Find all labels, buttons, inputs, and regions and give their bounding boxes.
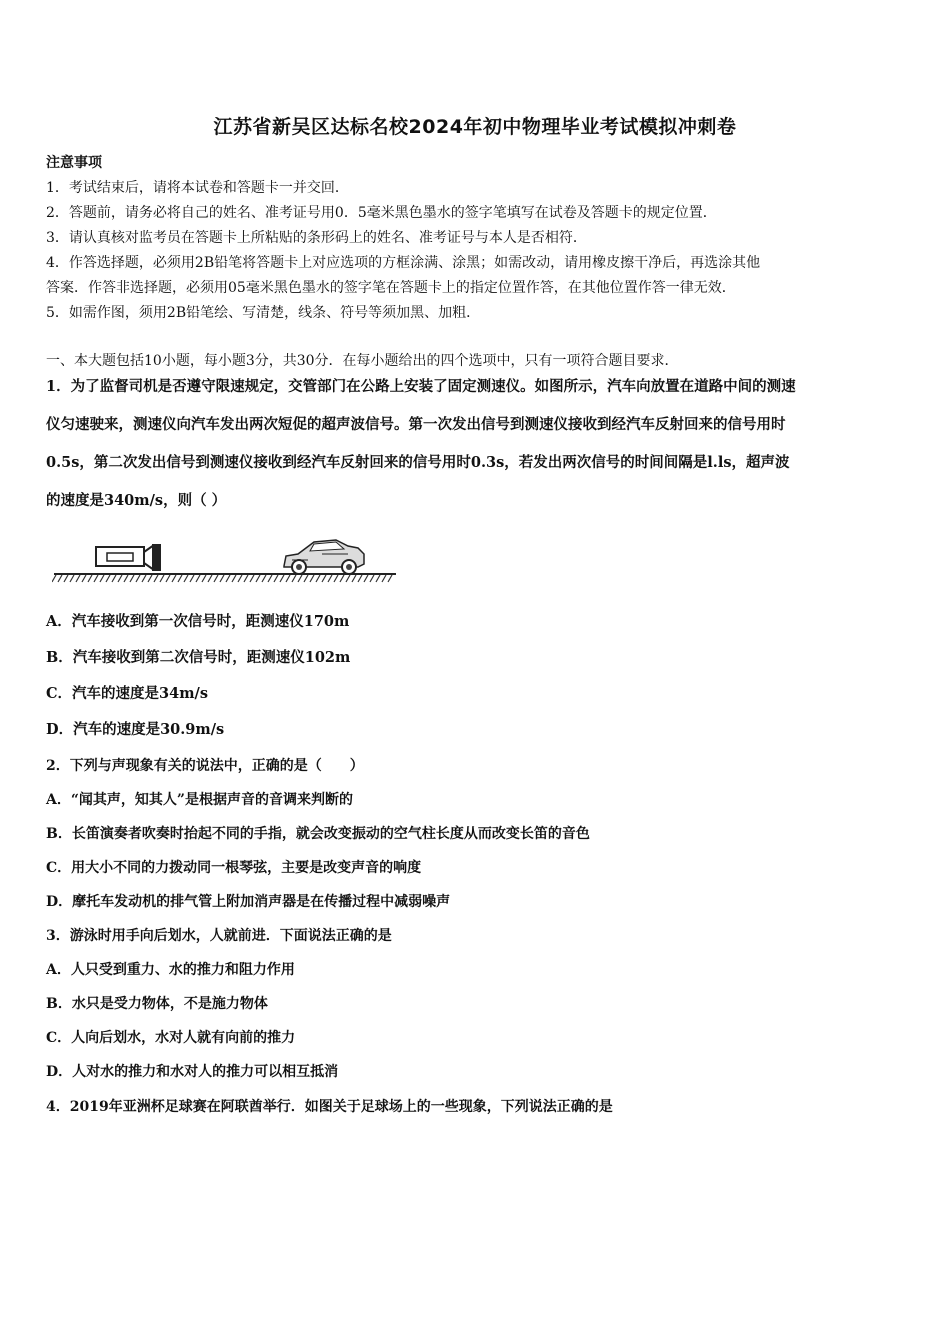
- notice-item: 3．请认真核对监考员在答题卡上所粘贴的条形码上的姓名、准考证号与本人是否相符．: [46, 230, 587, 246]
- q2-option-c: C．用大小不同的力拨动同一根琴弦，主要是改变声音的响度: [46, 860, 422, 876]
- notice-item: 5．如需作图，须用2B铅笔绘、写清楚，线条、符号等须加黑、加粗．: [46, 305, 481, 321]
- road-hatch-mark: [154, 575, 158, 582]
- road-hatch-mark: [322, 575, 326, 582]
- road-hatch-mark: [370, 575, 374, 582]
- road-hatch-mark: [178, 575, 182, 582]
- q2-option-d: D．摩托车发动机的排气管上附加消声器是在传播过程中减弱噪声: [46, 894, 451, 910]
- road-hatch-mark: [304, 575, 308, 582]
- road-hatch-mark: [106, 575, 110, 582]
- section-heading: 一、本大题包括10小题，每小题3分，共30分．在每小题给出的四个选项中，只有一项符合题目要求．: [46, 353, 679, 369]
- q2-option-b: B．长笛演奏者吹奏时抬起不同的手指，就会改变振动的空气柱长度从而改变长笛的音色: [46, 826, 590, 842]
- road-hatch-mark: [112, 575, 116, 582]
- q2-option-a: A．“闻其声，知其人”是根据声音的音调来判断的: [46, 792, 353, 808]
- road-hatch-mark: [70, 575, 74, 582]
- q3-option-d: D．人对水的推力和水对人的推力可以相互抵消: [46, 1064, 339, 1080]
- road-hatch-mark: [172, 575, 176, 582]
- road-hatch-mark: [292, 575, 296, 582]
- road-hatch-mark: [250, 575, 254, 582]
- notice-item: 2．答题前，请务必将自己的姓名、准考证号用0．5毫米黑色墨水的签字笔填写在试卷及答题卡的规定位置．: [46, 205, 717, 221]
- road-hatch-mark: [196, 575, 200, 582]
- road-hatch-mark: [190, 575, 194, 582]
- road-hatch-mark: [280, 575, 284, 582]
- road-hatch-mark: [244, 575, 248, 582]
- road-hatch-mark: [298, 575, 302, 582]
- q3-option-c: C．人向后划水，水对人就有向前的推力: [46, 1030, 296, 1046]
- road-surface: [52, 574, 396, 582]
- road-hatch-mark: [148, 575, 152, 582]
- road-hatch-mark: [76, 575, 80, 582]
- road-hatch-mark: [52, 575, 56, 582]
- q1-stem-line: 0.5s，第二次发出信号到测速仪接收到经汽车反射回来的信号用时0.3s，若发出两次信号的时间间隔是l.ls，超声波: [46, 454, 790, 471]
- notice-heading: 注意事项: [46, 155, 102, 171]
- road-hatch-mark: [340, 575, 344, 582]
- road-hatch-mark: [142, 575, 146, 582]
- road-hatch-mark: [166, 575, 170, 582]
- road-hatch-mark: [382, 575, 386, 582]
- q3-option-a: A．人只受到重力、水的推力和阻力作用: [46, 962, 295, 978]
- q1-option-c: C．汽车的速度是34m/s: [46, 685, 209, 702]
- road-hatch-mark: [310, 575, 314, 582]
- road-hatch-mark: [238, 575, 242, 582]
- q1-option-a: A．汽车接收到第一次信号时，距测速仪170m: [46, 613, 350, 630]
- road-hatch-mark: [232, 575, 236, 582]
- road-hatch-mark: [136, 575, 140, 582]
- road-hatch-mark: [358, 575, 362, 582]
- speed-detector-figure: [52, 530, 398, 584]
- road-hatch-mark: [274, 575, 278, 582]
- q1-stem-line: 仪匀速驶来，测速仪向汽车发出两次短促的超声波信号。第一次发出信号到测速仪接收到经汽车反射回来的信号用时: [46, 416, 786, 433]
- road-hatch-mark: [94, 575, 98, 582]
- q3-stem: 3．游泳时用手向后划水，人就前进．下面说法正确的是: [46, 928, 392, 944]
- road-hatch-mark: [376, 575, 380, 582]
- road-hatch-mark: [130, 575, 134, 582]
- road-hatch-mark: [286, 575, 290, 582]
- road-hatch-mark: [256, 575, 260, 582]
- road-hatch-mark: [226, 575, 230, 582]
- road-hatch-mark: [364, 575, 368, 582]
- road-hatch-mark: [88, 575, 92, 582]
- q1-option-b: B．汽车接收到第二次信号时，距测速仪102m: [46, 649, 351, 666]
- road-hatch-mark: [346, 575, 350, 582]
- road-hatch-mark: [208, 575, 212, 582]
- road-hatch-mark: [160, 575, 164, 582]
- q2-stem: 2．下列与声现象有关的说法中，正确的是（ ）: [46, 758, 364, 774]
- road-hatch-mark: [262, 575, 266, 582]
- road-hatch-mark: [268, 575, 272, 582]
- road-hatch-mark: [334, 575, 338, 582]
- q4-stem: 4．2019年亚洲杯足球赛在阿联酋举行．如图关于足球场上的一些现象，下列说法正确的是: [46, 1099, 613, 1115]
- notice-item: 4．作答选择题，必须用2B铅笔将答题卡上对应选项的方框涂满、涂黑；如需改动，请用橡皮擦干净后，再选涂其他: [46, 255, 761, 271]
- q1-stem-line: 1．为了监督司机是否遵守限速规定，交管部门在公路上安装了固定测速仪。如图所示，汽车向放置在道路中间的测速: [46, 378, 796, 395]
- road-hatch-mark: [100, 575, 104, 582]
- road-hatch-mark: [64, 575, 68, 582]
- q3-option-b: B．水只是受力物体，不是施力物体: [46, 996, 268, 1012]
- road-hatch-mark: [202, 575, 206, 582]
- q1-stem-line: 的速度是340m/s，则（ ）: [46, 492, 227, 509]
- road-hatch-mark: [214, 575, 218, 582]
- q1-option-d: D．汽车的速度是30.9m/s: [46, 721, 225, 738]
- speed-detector-icon: [96, 544, 160, 571]
- road-hatch-mark: [316, 575, 320, 582]
- road-hatch-mark: [388, 575, 392, 582]
- road-hatch-mark: [352, 575, 356, 582]
- notice-item: 1．考试结束后，请将本试卷和答题卡一并交回．: [46, 180, 349, 196]
- road-hatch-mark: [82, 575, 86, 582]
- page-title: 江苏省新吴区达标名校2024年初中物理毕业考试模拟冲刺卷: [213, 116, 737, 138]
- road-hatch-mark: [124, 575, 128, 582]
- car-icon: [284, 540, 364, 574]
- road-hatch-mark: [58, 575, 62, 582]
- road-hatch-mark: [118, 575, 122, 582]
- road-hatch-mark: [220, 575, 224, 582]
- road-hatch-mark: [328, 575, 332, 582]
- notice-item: 答案．作答非选择题，必须用05毫米黑色墨水的签字笔在答题卡上的指定位置作答，在其他位置作答一律无效．: [46, 280, 736, 296]
- road-hatch-mark: [184, 575, 188, 582]
